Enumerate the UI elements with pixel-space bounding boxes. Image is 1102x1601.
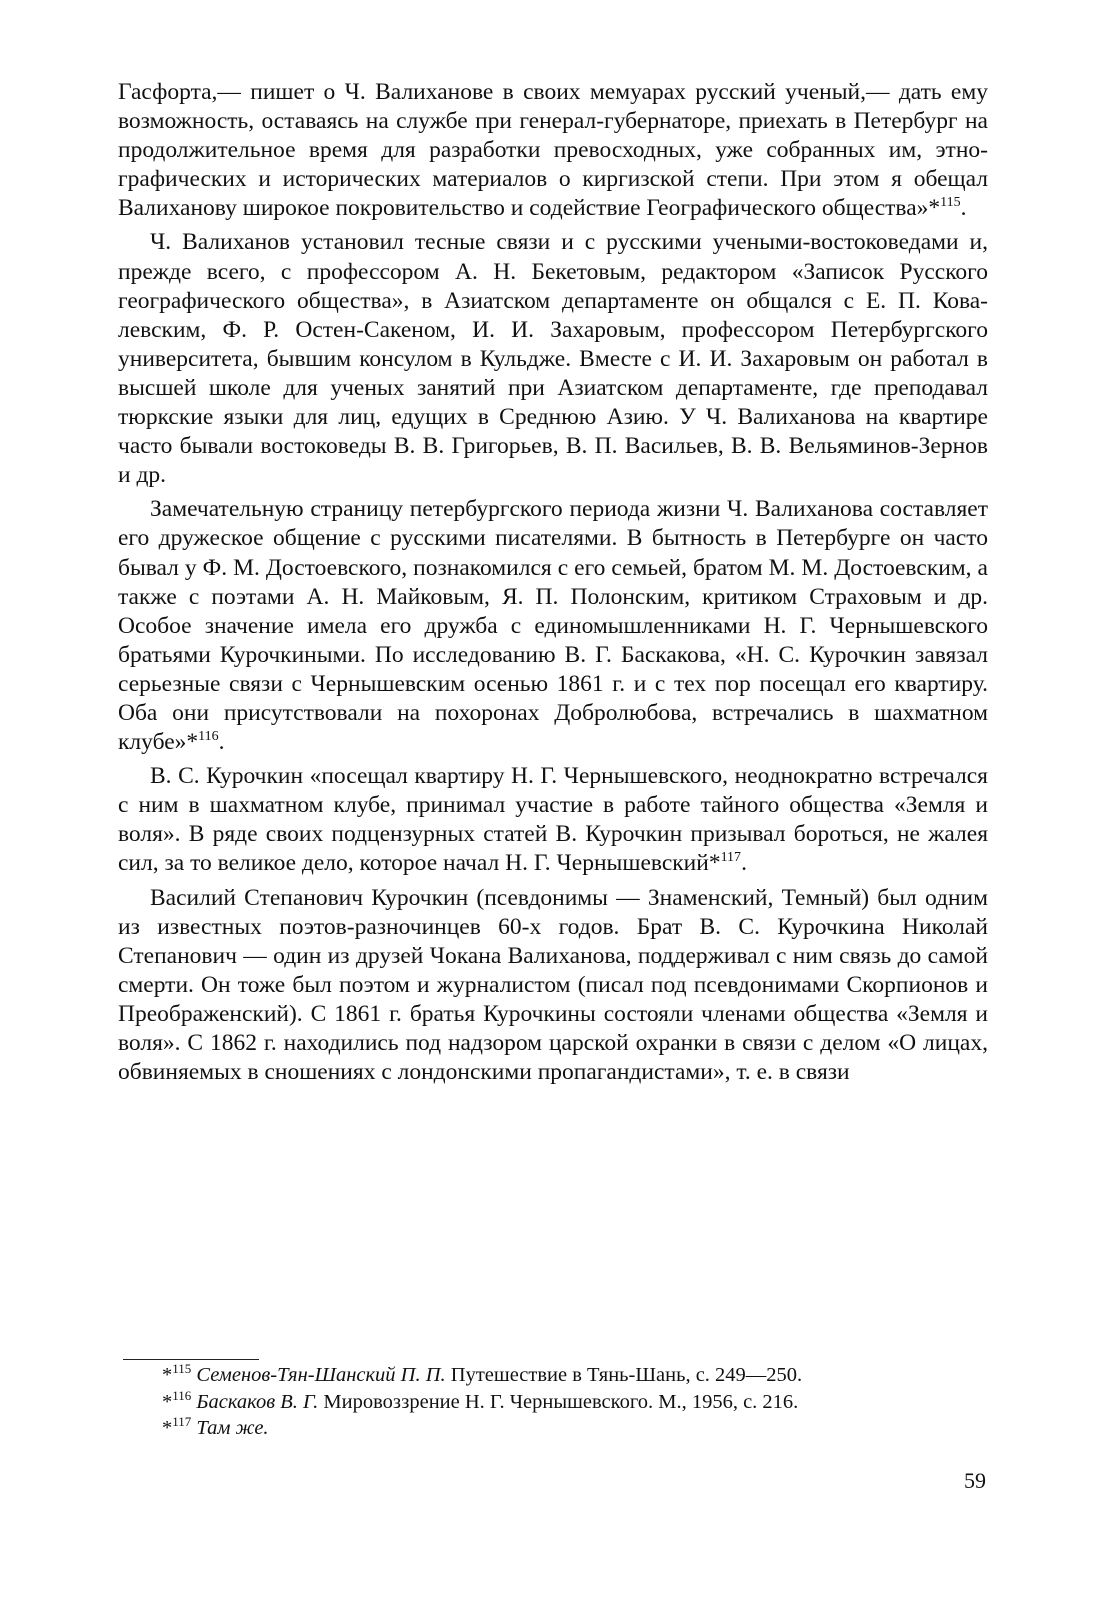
paragraph-2 [118,228,988,490]
paragraph-text: Замечательную страницу петербургского периода жизни Ч. Валиханова составляет его дружеское общение с русскими писателями. В бытность в Петербурге он часто бывал у Ф. М. Достоевского, познакомился с его семьей, братом М. М. Достоевским, а также с поэтами А. Н. Майковым, Я. П. Полонским, критиком Страховым и др. Особое значение имела его дружба с единомышленниками Н. Г. Чернышевского братьями Курочкиными. По исследованию В. Г. Баскакова, «Н. С. Курочкин завязал серьезные связи с Чернышевским осенью 1861 г. и с тех пор посещал его квартиру. Оба они присутствовали на похоронах Добролюбова, встречались в шахматном клубе»* [118,496,988,756]
footnote-115 [118,1362,988,1389]
footnote-text: Мировоззрение Н. Г. Чернышевского. М., 1956, с. 216. [318,1390,799,1413]
footnote-author: Семенов-Тян-Шанский П. П. [196,1364,446,1386]
footnote-ref-116: 116 [198,729,219,745]
footnote-author: Баскаков В. Г. [196,1390,319,1413]
footnote-116 [118,1389,988,1416]
paragraph-tail: . [218,729,225,756]
paragraph-text: Ч. Валиханов установил тесные связи и с русскими учеными-востоковедами и, прежде всего, с профессором А. Н. Бекетовым, редактором «Записок Русского географического общества», в Азиатском департаменте он общался с Е. П. Ковалевским, Ф. Р. Остен-Сакеном, И. И. Захаровым, профессором Петербургского университета, бывшим консулом в Кульдже. Вместе с И. И. Захаровым он работал в высшей школе для ученых занятий при Азиатском департаменте, где преподавал тюркские языки для лиц, едущих в Среднюю Азию. У Ч. Валиханова на квартире часто бывали востоковеды В. В. Григорьев, В. П. Васильев, В. В. Вельяминов-Зернов и др. [118,229,988,489]
paragraph-tail: . [960,195,967,222]
footnote-divider [123,1359,259,1360]
paragraph-text: В. С. Курочкин «посещал квартиру Н. Г. Чернышевского, неоднократно встречался с ним в шахматном клубе, принимал участие в работе тайного общества «Земля и воля». В ряде своих подцензурных статей В. Курочкин призывал бороться, не жалея сил, за то великое дело, которое начал Н. Г. Чернышевский* [118,763,988,877]
main-text [118,78,988,1087]
footnote-number: 116 [172,1387,192,1403]
paragraph-4 [118,762,988,878]
page-number: 59 [964,1468,986,1493]
footnote-ref-115: 115 [940,195,961,211]
paragraph-5 [118,884,988,1088]
paragraph-3 [118,495,988,757]
footnote-ref-117: 117 [720,850,742,866]
footnote-number: 115 [172,1361,192,1377]
footnotes [118,1362,988,1442]
paragraph-text: Гасфорта,— пишет о Ч. Валиханове в своих мемуарах русский ученый,— дать ему возможность, оставаясь на службе при генерал-губернаторе, приехать в Петербург на продолжительное время для разработки превосходных, уже собранных им, этнографических и исторических материалов о киргизской степи. При этом я обещал Валиханову широкое покровительство и содействие Географического общества»* [118,79,988,222]
paragraph-tail: . [741,850,747,877]
footnote-mark: * [162,1364,173,1386]
footnote-author: Там же. [196,1417,269,1439]
footnote-number: 117 [172,1414,192,1430]
footnote-117 [118,1415,988,1442]
footnote-text: Путешествие в Тянь-Шань, с. 249—250. [445,1364,803,1386]
paragraph-1 [118,78,988,223]
footnote-mark: * [162,1417,173,1439]
paragraph-text: Василий Степанович Курочкин (псевдонимы — Знаменский, Темный) был одним из известных поэтов-разночинцев 60-х годов. Брат В. С. Курочкина Николай Степанович — один из друзей Чокана Валиханова, поддерживал с ним связь до самой смерти. Он тоже был поэтом и журналистом (писал под псевдонимами Скорпионов и Преображенский). С 1861 г. братья Курочкины состояли членами общества «Земля и воля». С 1862 г. находились под надзором царской охранки в связи с делом «О лицах, обвиняемых в сношениях с лондонскими пропагандистами», т. е. в связи [118,884,988,1086]
footnote-mark: * [162,1390,173,1413]
